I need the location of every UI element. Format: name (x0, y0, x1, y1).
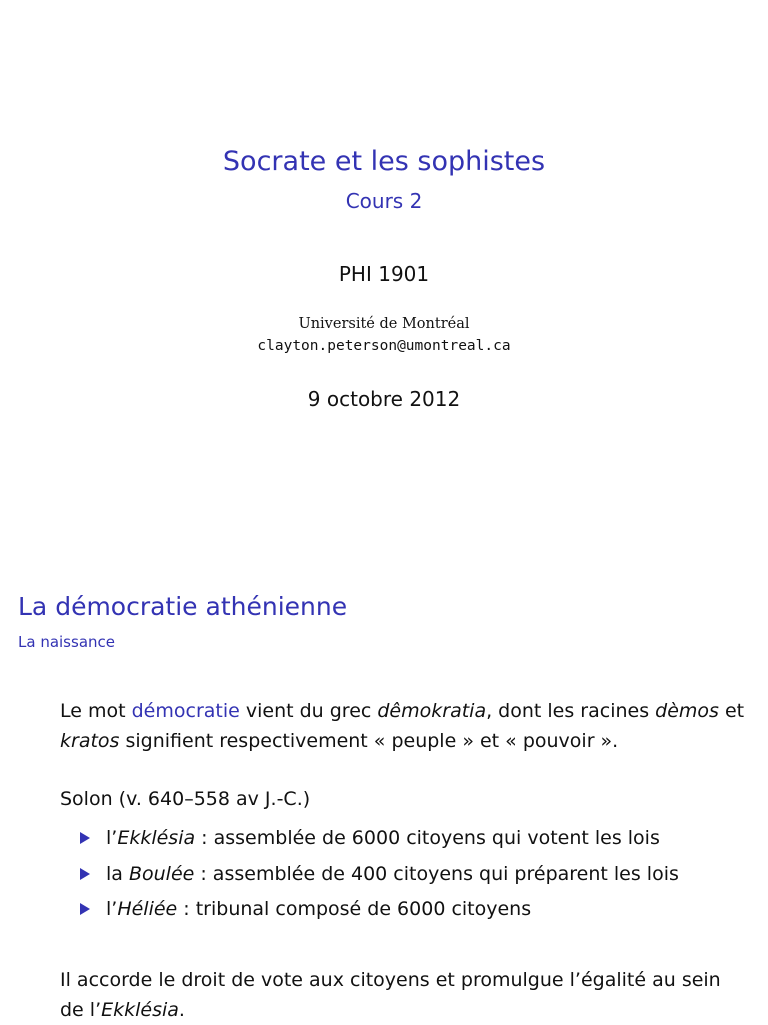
institution: Université de Montréal (298, 316, 470, 332)
italic-term: kratos (60, 730, 120, 752)
triangle-bullet-icon (80, 832, 90, 844)
solon-heading: Solon (v. 640–558 av J.-C.) (60, 788, 311, 810)
intro-paragraph (60, 696, 750, 756)
text-run: la (106, 862, 129, 885)
text-run: signifient respectivement « peuple » et « pouvoir ». (119, 730, 619, 752)
frame-subtitle: La naissance (18, 633, 115, 651)
closing-paragraph (60, 965, 750, 1025)
text-run: : assemblée de 400 citoyens qui préparent les lois (194, 862, 679, 885)
presentation-date: 9 octobre 2012 (307, 387, 461, 411)
list-item (80, 859, 679, 895)
content-slide (0, 560, 768, 1024)
presentation-title: Socrate et les sophistes (222, 146, 546, 177)
list-item (80, 823, 679, 859)
text-run: l’ (106, 827, 118, 849)
text-run: , dont les racines (486, 700, 656, 722)
italic-term: Boulée (128, 862, 195, 885)
highlighted-term: démocratie (131, 700, 240, 722)
text-run: Le mot (60, 700, 132, 722)
italic-term: dèmos (655, 700, 719, 722)
text-run: Il accorde le droit de vote aux citoyens et promulgue l’égalité au sein de l’ (60, 969, 721, 1021)
frame-title: La démocratie athénienne (18, 592, 348, 621)
course-code: PHI 1901 (338, 262, 430, 286)
italic-term: Héliée (117, 898, 178, 920)
author-email: clayton.peterson@umontreal.ca (257, 338, 511, 354)
text-run: vient du grec (239, 700, 378, 722)
presentation-subtitle: Cours 2 (345, 189, 423, 213)
text-run: . (178, 999, 185, 1021)
text-run: : assemblée de 6000 citoyens qui votent les lois (195, 827, 660, 849)
italic-term: dêmokratia (377, 700, 487, 722)
text-run: et (718, 700, 745, 722)
list-item (80, 894, 679, 930)
triangle-bullet-icon (80, 868, 90, 880)
text-run: : tribunal composé de 6000 citoyens (177, 898, 532, 920)
institutions-list (80, 823, 679, 930)
italic-term: Ekklésia (117, 827, 196, 849)
text-run: l’ (106, 898, 118, 920)
triangle-bullet-icon (80, 903, 90, 915)
italic-term: Ekklésia (101, 999, 179, 1021)
